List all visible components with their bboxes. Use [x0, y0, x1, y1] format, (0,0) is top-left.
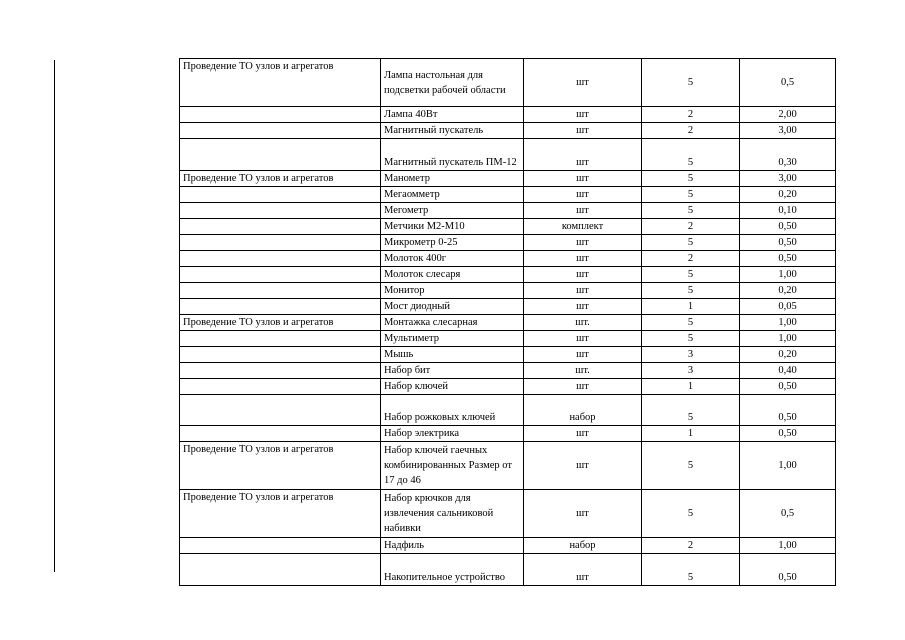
unit-cell: шт: [524, 379, 642, 395]
quantity-cell: 2: [642, 538, 740, 554]
item-name-cell: Набор ключей: [381, 379, 524, 395]
work-type-cell: [180, 395, 381, 426]
quantity-cell: 2: [642, 219, 740, 235]
work-type-cell: [180, 426, 381, 442]
quantity-cell: 5: [642, 554, 740, 586]
unit-cell: набор: [524, 395, 642, 426]
quantity-cell: 5: [642, 331, 740, 347]
item-name-cell: Набор электрика: [381, 426, 524, 442]
unit-cell: комплект: [524, 219, 642, 235]
table-row: [180, 59, 836, 107]
table-row: [180, 283, 836, 299]
unit-cell: шт: [524, 139, 642, 171]
norm-cell: 1,00: [740, 315, 836, 331]
norm-cell: 0,20: [740, 347, 836, 363]
norm-cell: 0,40: [740, 363, 836, 379]
table-row: [180, 442, 836, 490]
work-type-cell: Проведение ТО узлов и агрегатов: [180, 59, 381, 107]
quantity-cell: 1: [642, 379, 740, 395]
norm-cell: 0,50: [740, 554, 836, 586]
unit-cell: шт.: [524, 315, 642, 331]
unit-cell: шт: [524, 283, 642, 299]
table-row: [180, 379, 836, 395]
work-type-cell: [180, 347, 381, 363]
unit-cell: шт.: [524, 363, 642, 379]
unit-cell: шт: [524, 442, 642, 490]
table-row: [180, 203, 836, 219]
item-name-cell: Мегаомметр: [381, 187, 524, 203]
table-row: [180, 426, 836, 442]
quantity-cell: 5: [642, 315, 740, 331]
norm-cell: 0,50: [740, 426, 836, 442]
table-row: [180, 315, 836, 331]
norm-cell: 0,10: [740, 203, 836, 219]
item-name-cell: Мост диодный: [381, 299, 524, 315]
quantity-cell: 2: [642, 107, 740, 123]
work-type-cell: [180, 363, 381, 379]
quantity-cell: 5: [642, 171, 740, 187]
work-type-cell: [180, 123, 381, 139]
norm-cell: 0,30: [740, 139, 836, 171]
norm-cell: 0,50: [740, 219, 836, 235]
quantity-cell: 5: [642, 490, 740, 538]
item-name-cell: Набор ключей гаечных комбинированных Размер от 17 до 46: [381, 442, 524, 490]
unit-cell: набор: [524, 538, 642, 554]
unit-cell: шт: [524, 123, 642, 139]
table-row: [180, 554, 836, 586]
table-row: [180, 395, 836, 426]
quantity-cell: 1: [642, 426, 740, 442]
unit-cell: шт: [524, 251, 642, 267]
work-type-cell: [180, 187, 381, 203]
norm-cell: 0,05: [740, 299, 836, 315]
work-type-cell: [180, 299, 381, 315]
unit-cell: шт: [524, 107, 642, 123]
item-name-cell: Накопительное устройство: [381, 554, 524, 586]
norm-cell: 0,50: [740, 235, 836, 251]
work-type-cell: [180, 283, 381, 299]
item-name-cell: Мышь: [381, 347, 524, 363]
norm-cell: 1,00: [740, 538, 836, 554]
item-name-cell: Манометр: [381, 171, 524, 187]
equipment-table-body: [180, 59, 836, 586]
work-type-cell: [180, 139, 381, 171]
norm-cell: 1,00: [740, 267, 836, 283]
unit-cell: шт: [524, 171, 642, 187]
work-type-cell: [180, 251, 381, 267]
item-name-cell: Микрометр 0-25: [381, 235, 524, 251]
unit-cell: шт: [524, 347, 642, 363]
norm-cell: 0,50: [740, 251, 836, 267]
table-row: [180, 187, 836, 203]
item-name-cell: Мегометр: [381, 203, 524, 219]
norm-cell: 1,00: [740, 442, 836, 490]
unit-cell: шт: [524, 235, 642, 251]
quantity-cell: 5: [642, 187, 740, 203]
norm-cell: 2,00: [740, 107, 836, 123]
unit-cell: шт: [524, 187, 642, 203]
quantity-cell: 2: [642, 123, 740, 139]
item-name-cell: Молоток слесаря: [381, 267, 524, 283]
quantity-cell: 5: [642, 235, 740, 251]
norm-cell: 3,00: [740, 171, 836, 187]
quantity-cell: 5: [642, 267, 740, 283]
item-name-cell: Монитор: [381, 283, 524, 299]
work-type-cell: Проведение ТО узлов и агрегатов: [180, 315, 381, 331]
unit-cell: шт: [524, 203, 642, 219]
table-row: [180, 123, 836, 139]
item-name-cell: Надфиль: [381, 538, 524, 554]
quantity-cell: 3: [642, 347, 740, 363]
work-type-cell: [180, 538, 381, 554]
work-type-cell: Проведение ТО узлов и агрегатов: [180, 490, 381, 538]
item-name-cell: Набор крючков для извлечения сальниковой набивки: [381, 490, 524, 538]
item-name-cell: Мультиметр: [381, 331, 524, 347]
item-name-cell: Набор бит: [381, 363, 524, 379]
work-type-cell: [180, 379, 381, 395]
quantity-cell: 2: [642, 251, 740, 267]
norm-cell: 0,5: [740, 59, 836, 107]
table-row: [180, 538, 836, 554]
work-type-cell: [180, 107, 381, 123]
norm-cell: 3,00: [740, 123, 836, 139]
quantity-cell: 5: [642, 59, 740, 107]
work-type-cell: [180, 203, 381, 219]
work-type-cell: Проведение ТО узлов и агрегатов: [180, 442, 381, 490]
item-name-cell: Лампа 40Вт: [381, 107, 524, 123]
quantity-cell: 5: [642, 442, 740, 490]
work-type-cell: [180, 267, 381, 283]
norm-cell: 0,5: [740, 490, 836, 538]
quantity-cell: 3: [642, 363, 740, 379]
unit-cell: шт: [524, 426, 642, 442]
table-row: [180, 299, 836, 315]
table-row: [180, 107, 836, 123]
norm-cell: 0,50: [740, 379, 836, 395]
work-type-cell: [180, 235, 381, 251]
work-type-cell: Проведение ТО узлов и агрегатов: [180, 171, 381, 187]
norm-cell: 0,20: [740, 283, 836, 299]
table-row: [180, 363, 836, 379]
table-row: [180, 267, 836, 283]
work-type-cell: [180, 554, 381, 586]
unit-cell: шт: [524, 554, 642, 586]
norm-cell: 0,20: [740, 187, 836, 203]
unit-cell: шт: [524, 267, 642, 283]
item-name-cell: Метчики М2-М10: [381, 219, 524, 235]
item-name-cell: Лампа настольная для подсветки рабочей области: [381, 59, 524, 107]
item-name-cell: Набор рожковых ключей: [381, 395, 524, 426]
unit-cell: шт: [524, 299, 642, 315]
table-row: [180, 219, 836, 235]
work-type-cell: [180, 219, 381, 235]
page-margin-line: [54, 60, 55, 572]
table-row: [180, 331, 836, 347]
table-row: [180, 171, 836, 187]
item-name-cell: Магнитный пускатель: [381, 123, 524, 139]
item-name-cell: Магнитный пускатель ПМ-12: [381, 139, 524, 171]
unit-cell: шт: [524, 490, 642, 538]
quantity-cell: 5: [642, 283, 740, 299]
quantity-cell: 1: [642, 299, 740, 315]
table-row: [180, 490, 836, 538]
table-row: [180, 251, 836, 267]
norm-cell: 0,50: [740, 395, 836, 426]
table-row: [180, 347, 836, 363]
quantity-cell: 5: [642, 139, 740, 171]
table-row: [180, 139, 836, 171]
item-name-cell: Монтажка слесарная: [381, 315, 524, 331]
quantity-cell: 5: [642, 203, 740, 219]
item-name-cell: Молоток 400г: [381, 251, 524, 267]
equipment-table: [179, 58, 836, 586]
table-row: [180, 235, 836, 251]
unit-cell: шт: [524, 59, 642, 107]
work-type-cell: [180, 331, 381, 347]
norm-cell: 1,00: [740, 331, 836, 347]
quantity-cell: 5: [642, 395, 740, 426]
unit-cell: шт: [524, 331, 642, 347]
